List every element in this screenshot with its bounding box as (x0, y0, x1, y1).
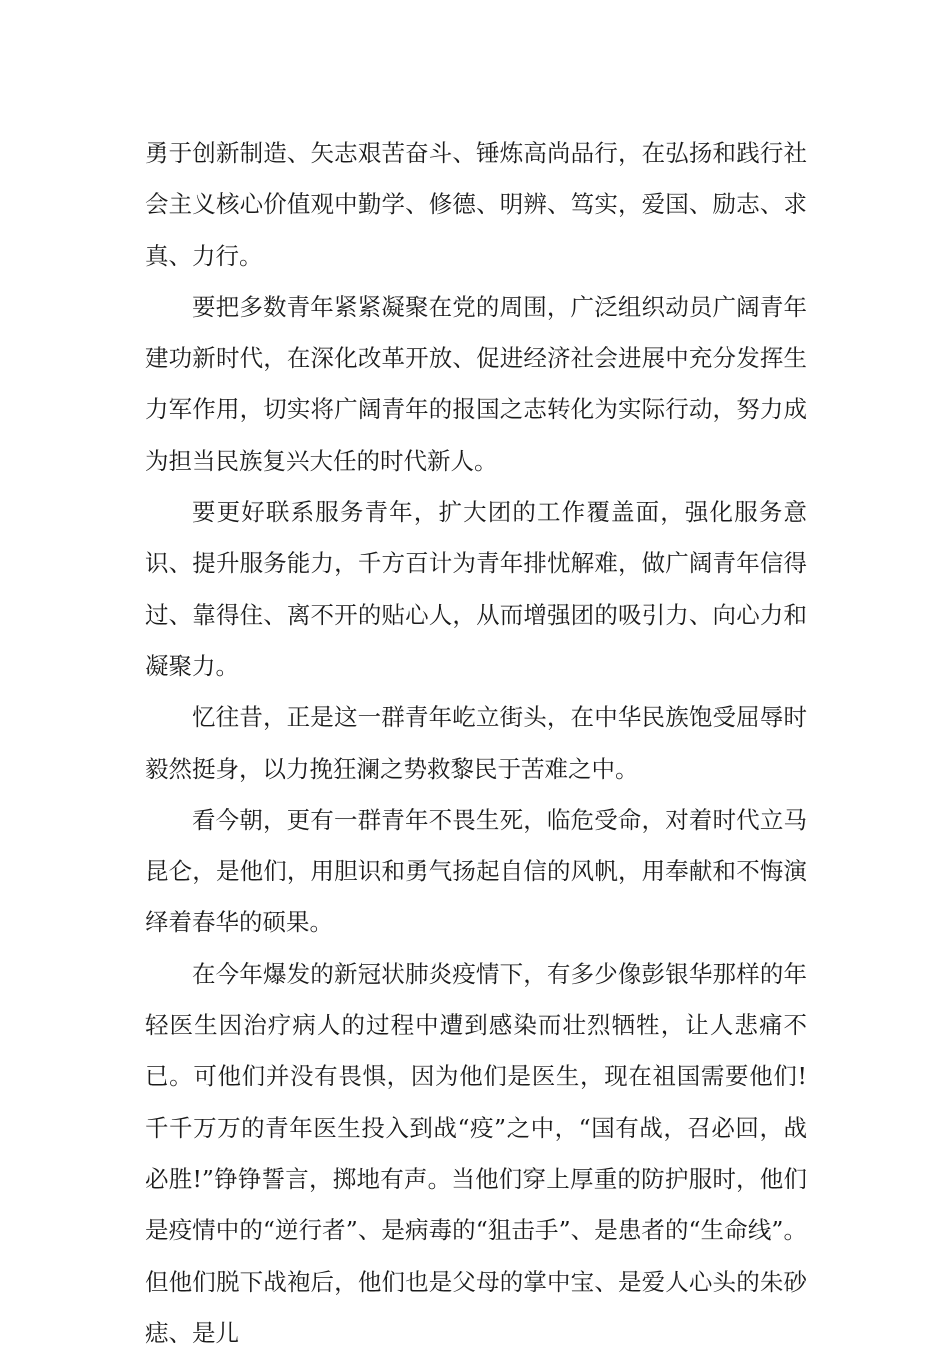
paragraph-6: 在今年爆发的新冠状肺炎疫情下，有多少像彭银华那样的年轻医生因治疗病人的过程中遭到感染而壮烈牺牲，让人悲痛不已。可他们并没有畏惧，因为他们是医生，现在祖国需要他们!千千万万的青年医生投入到战“疫”之中，“国有战，召必回，战必胜!”铮铮誓言，掷地有声。当他们穿上厚重的防护服时，他们是疫情中的“逆行者”、是病毒的“狙击手”、是患者的“生命线”。但他们脱下战袍后，他们也是父母的掌中宝、是爱人心头的朱砂痣、是儿 (145, 959, 807, 1347)
paragraph-4: 忆往昔，正是这一群青年屹立街头，在中华民族饱受屈辱时毅然挺身，以力挽狂澜之势救黎民于苦难之中。 (145, 703, 807, 783)
paragraph-5: 看今朝，更有一群青年不畏生死，临危受命，对着时代立马昆仑，是他们，用胆识和勇气扬起自信的风帆，用奉献和不悔演绎着春华的硕果。 (145, 805, 807, 937)
paragraph-3: 要更好联系服务青年，扩大团的工作覆盖面，强化服务意识、提升服务能力，千方百计为青年排忧解难，做广阔青年信得过、靠得住、离不开的贴心人，从而增强团的吸引力、向心力和凝聚力。 (145, 498, 807, 680)
paragraph-2: 要把多数青年紧紧凝聚在党的周围，广泛组织动员广阔青年建功新时代，在深化改革开放、促进经济社会进展中充分发挥生力军作用，切实将广阔青年的报国之志转化为实际行动，努力成为担当民族复兴大任的时代新人。 (145, 292, 807, 475)
paragraph-1: 勇于创新制造、矢志艰苦奋斗、锤炼高尚品行，在弘扬和践行社会主义核心价值观中勤学、修德、明辨、笃实，爱国、励志、求真、力行。 (145, 139, 807, 270)
document-body (145, 128, 807, 1359)
